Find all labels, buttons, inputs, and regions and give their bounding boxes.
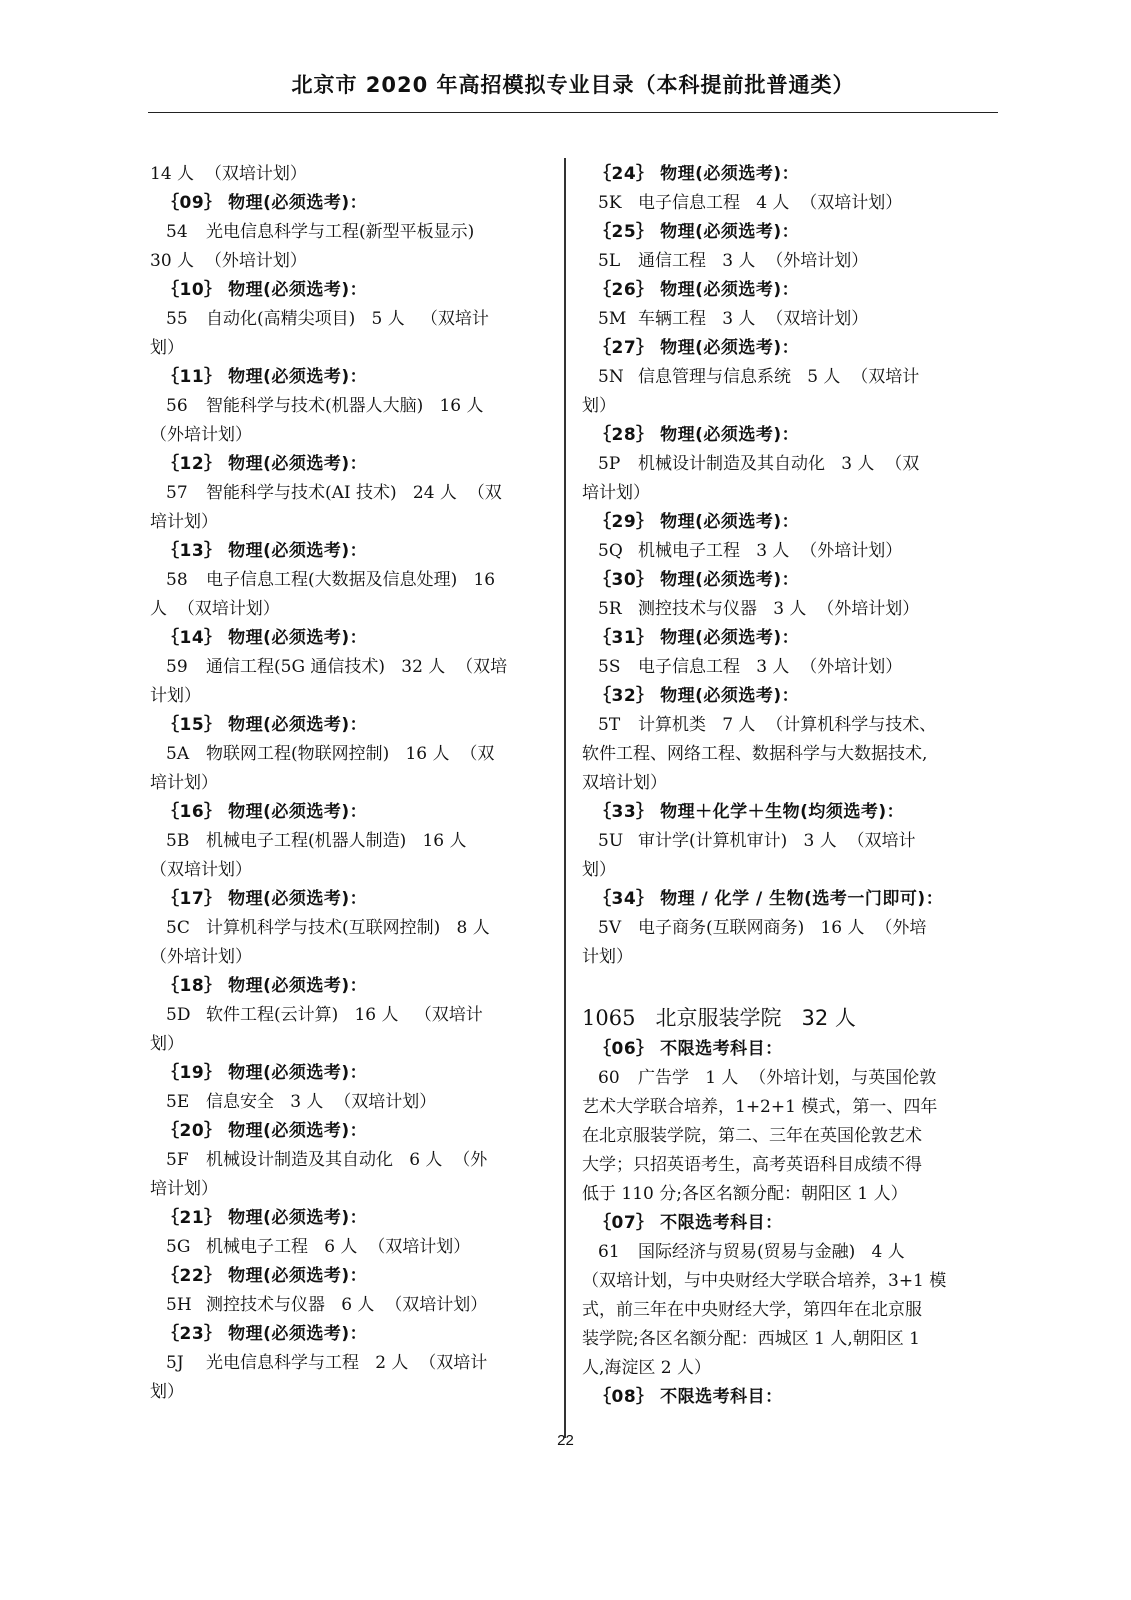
major-code: 5J xyxy=(166,1353,184,1373)
continuation-line: 低于 110 分;各区名额分配：朝阳区 1 人） xyxy=(582,1184,908,1204)
major-text: 自动化(高精尖项目) 5 人 （双培计 xyxy=(206,309,489,329)
major-entry xyxy=(582,1238,987,1267)
continuation-line: 软件工程、网络工程、数据科学与大数据技术, xyxy=(582,744,928,764)
major-text: 信息管理与信息系统 5 人 （双培计 xyxy=(638,367,920,387)
major-code: 5P xyxy=(598,454,621,474)
section-heading: ｛16｝ 物理(必须选考)： xyxy=(162,802,368,822)
major-entry xyxy=(582,189,987,218)
continuation-line: 培计划） xyxy=(150,1179,218,1199)
section-heading: ｛08｝ 不限选考科目： xyxy=(594,1387,783,1407)
continuation-line: （双培计划） xyxy=(150,860,252,880)
major-entry xyxy=(150,740,550,769)
major-text: 机械电子工程 3 人 （外培计划） xyxy=(638,541,903,561)
major-entry xyxy=(582,450,987,479)
major-code: 5H xyxy=(166,1295,192,1315)
major-code: 58 xyxy=(166,570,188,590)
major-entry xyxy=(582,363,987,392)
major-text: 机械设计制造及其自动化 6 人 （外 xyxy=(206,1150,488,1170)
major-entry xyxy=(150,1001,550,1030)
continuation-line: 14 人 （双培计划） xyxy=(150,164,307,184)
spacer xyxy=(582,972,987,1001)
section-heading: ｛07｝ 不限选考科目： xyxy=(594,1213,783,1233)
major-code: 5F xyxy=(166,1150,189,1170)
section-heading: ｛18｝ 物理(必须选考)： xyxy=(162,976,368,996)
major-code: 5T xyxy=(598,715,621,735)
section-heading: ｛25｝ 物理(必须选考)： xyxy=(594,222,800,242)
continuation-line: 计划） xyxy=(150,686,201,706)
section-heading: ｛15｝ 物理(必须选考)： xyxy=(162,715,368,735)
section-heading: ｛17｝ 物理(必须选考)： xyxy=(162,889,368,909)
major-entry xyxy=(150,305,550,334)
major-code: 5E xyxy=(166,1092,190,1112)
major-code: 59 xyxy=(166,657,188,677)
section-heading: ｛29｝ 物理(必须选考)： xyxy=(594,512,800,532)
continuation-line: 划） xyxy=(150,1382,184,1402)
continuation-line: 式，前三年在中央财经大学，第四年在北京服 xyxy=(582,1300,922,1320)
major-code: 54 xyxy=(166,222,188,242)
major-text: 通信工程 3 人 （外培计划） xyxy=(638,251,869,271)
continuation-line: 划） xyxy=(582,396,616,416)
major-text: 电子信息工程 3 人 （外培计划） xyxy=(638,657,903,677)
section-heading: ｛32｝ 物理(必须选考)： xyxy=(594,686,800,706)
major-code: 5N xyxy=(598,367,624,387)
major-code: 5B xyxy=(166,831,190,851)
section-heading: ｛19｝ 物理(必须选考)： xyxy=(162,1063,368,1083)
major-text: 电子商务(互联网商务) 16 人 （外培 xyxy=(638,918,927,938)
continuation-line: 培计划） xyxy=(582,483,650,503)
major-text: 计算机科学与技术(互联网控制) 8 人 xyxy=(206,918,490,938)
section-heading: ｛33｝ 物理＋化学＋生物(均须选考)： xyxy=(594,802,905,822)
major-entry xyxy=(582,305,987,334)
major-entry xyxy=(150,1146,550,1175)
major-entry xyxy=(582,595,987,624)
continuation-line: （外培计划） xyxy=(150,947,252,967)
major-text: 通信工程(5G 通信技术) 32 人 （双培 xyxy=(206,657,508,677)
major-code: 5Q xyxy=(598,541,623,561)
continuation-line: 人 （双培计划） xyxy=(150,599,280,619)
major-entry xyxy=(150,827,550,856)
major-code: 5A xyxy=(166,744,190,764)
major-code: 61 xyxy=(598,1242,620,1262)
major-code: 5U xyxy=(598,831,624,851)
major-text: 信息安全 3 人 （双培计划） xyxy=(206,1092,437,1112)
major-code: 5S xyxy=(598,657,621,677)
section-heading: ｛11｝ 物理(必须选考)： xyxy=(162,367,368,387)
major-code: 5K xyxy=(598,193,622,213)
institution-name: 北京服装学院 32 人 xyxy=(655,1006,856,1030)
major-entry xyxy=(582,827,987,856)
major-text: 国际经济与贸易(贸易与金融) 4 人 xyxy=(638,1242,905,1262)
major-entry xyxy=(150,392,550,421)
institution-code: 1065 xyxy=(582,1006,636,1030)
major-text: 测控技术与仪器 3 人 （外培计划） xyxy=(638,599,920,619)
major-entry xyxy=(150,218,550,247)
major-text: 车辆工程 3 人 （双培计划） xyxy=(638,309,869,329)
continuation-line: 划） xyxy=(150,1034,184,1054)
major-code: 5R xyxy=(598,599,622,619)
major-code: 60 xyxy=(598,1068,620,1088)
continuation-line: 人,海淀区 2 人） xyxy=(582,1358,712,1378)
major-text: 测控技术与仪器 6 人 （双培计划） xyxy=(206,1295,488,1315)
major-entry xyxy=(582,653,987,682)
page-footer xyxy=(0,1432,1131,1449)
major-entry xyxy=(582,711,987,740)
page-number: 22 xyxy=(557,1432,574,1449)
section-heading: ｛09｝ 物理(必须选考)： xyxy=(162,193,368,213)
section-heading: ｛31｝ 物理(必须选考)： xyxy=(594,628,800,648)
major-text: 广告学 1 人 （外培计划，与英国伦敦 xyxy=(638,1068,937,1088)
continuation-line: 划） xyxy=(150,338,184,358)
major-code: 5V xyxy=(598,918,622,938)
section-heading: ｛30｝ 物理(必须选考)： xyxy=(594,570,800,590)
major-text: 软件工程(云计算) 16 人 （双培计 xyxy=(206,1005,483,1025)
right-column xyxy=(582,160,987,1412)
column-divider xyxy=(564,158,566,1438)
major-code: 5C xyxy=(166,918,190,938)
major-entry xyxy=(582,914,987,943)
major-text: 光电信息科学与工程 2 人 （双培计 xyxy=(206,1353,488,1373)
major-entry xyxy=(582,247,987,276)
major-entry xyxy=(150,1291,550,1320)
major-code: 57 xyxy=(166,483,188,503)
major-entry xyxy=(150,566,550,595)
major-entry xyxy=(150,1233,550,1262)
section-heading: ｛28｝ 物理(必须选考)： xyxy=(594,425,800,445)
section-heading: ｛24｝ 物理(必须选考)： xyxy=(594,164,800,184)
major-text: 计算机类 7 人 （计算机科学与技术、 xyxy=(638,715,937,735)
continuation-line: 艺术大学联合培养，1+2+1 模式，第一、四年 xyxy=(582,1097,938,1117)
section-heading: ｛14｝ 物理(必须选考)： xyxy=(162,628,368,648)
major-entry xyxy=(582,537,987,566)
major-text: 机械设计制造及其自动化 3 人 （双 xyxy=(638,454,920,474)
major-text: 电子信息工程 4 人 （双培计划） xyxy=(638,193,903,213)
page-header xyxy=(148,68,998,113)
major-entry xyxy=(150,1088,550,1117)
major-code: 55 xyxy=(166,309,188,329)
section-heading: ｛13｝ 物理(必须选考)： xyxy=(162,541,368,561)
section-heading: ｛22｝ 物理(必须选考)： xyxy=(162,1266,368,1286)
section-heading: ｛27｝ 物理(必须选考)： xyxy=(594,338,800,358)
page-title: 北京市 2020 年高招模拟专业目录（本科提前批普通类） xyxy=(291,73,855,97)
continuation-line: 大学；只招英语考生，高考英语科目成绩不得 xyxy=(582,1155,922,1175)
continuation-line: 装学院;各区名额分配：西城区 1 人,朝阳区 1 xyxy=(582,1329,920,1349)
major-text: 机械电子工程(机器人制造) 16 人 xyxy=(206,831,467,851)
continuation-line: 划） xyxy=(582,860,616,880)
section-heading: ｛23｝ 物理(必须选考)： xyxy=(162,1324,368,1344)
continuation-line: 30 人 （外培计划） xyxy=(150,251,307,271)
section-heading: ｛12｝ 物理(必须选考)： xyxy=(162,454,368,474)
section-heading: ｛34｝ 物理 / 化学 / 生物(选考一门即可)： xyxy=(594,889,944,909)
major-text: 光电信息科学与工程(新型平板显示) xyxy=(206,222,475,242)
section-heading: ｛26｝ 物理(必须选考)： xyxy=(594,280,800,300)
continuation-line: （外培计划） xyxy=(150,425,252,445)
major-text: 机械电子工程 6 人 （双培计划） xyxy=(206,1237,471,1257)
major-entry xyxy=(150,479,550,508)
major-entry xyxy=(150,1349,550,1378)
continuation-line: 在北京服装学院，第二、三年在英国伦敦艺术 xyxy=(582,1126,922,1146)
major-text: 物联网工程(物联网控制) 16 人 （双 xyxy=(206,744,495,764)
major-code: 5M xyxy=(598,309,627,329)
major-code: 56 xyxy=(166,396,188,416)
section-heading: ｛21｝ 物理(必须选考)： xyxy=(162,1208,368,1228)
major-code: 5G xyxy=(166,1237,191,1257)
major-text: 电子信息工程(大数据及信息处理) 16 xyxy=(206,570,496,590)
major-text: 智能科学与技术(AI 技术) 24 人 （双 xyxy=(206,483,502,503)
continuation-line: （双培计划，与中央财经大学联合培养，3+1 模 xyxy=(582,1271,947,1291)
major-entry xyxy=(150,914,550,943)
major-entry xyxy=(150,653,550,682)
major-code: 5D xyxy=(166,1005,191,1025)
major-text: 审计学(计算机审计) 3 人 （双培计 xyxy=(638,831,916,851)
continuation-line: 培计划） xyxy=(150,512,218,532)
institution-heading xyxy=(582,1001,987,1035)
continuation-line: 双培计划） xyxy=(582,773,667,793)
continuation-line: 培计划） xyxy=(150,773,218,793)
major-text: 智能科学与技术(机器人大脑) 16 人 xyxy=(206,396,484,416)
section-heading: ｛10｝ 物理(必须选考)： xyxy=(162,280,368,300)
major-code: 5L xyxy=(598,251,621,271)
section-heading: ｛20｝ 物理(必须选考)： xyxy=(162,1121,368,1141)
left-column xyxy=(150,160,550,1407)
section-heading: ｛06｝ 不限选考科目： xyxy=(594,1039,783,1059)
major-entry xyxy=(582,1064,987,1093)
continuation-line: 计划） xyxy=(582,947,633,967)
